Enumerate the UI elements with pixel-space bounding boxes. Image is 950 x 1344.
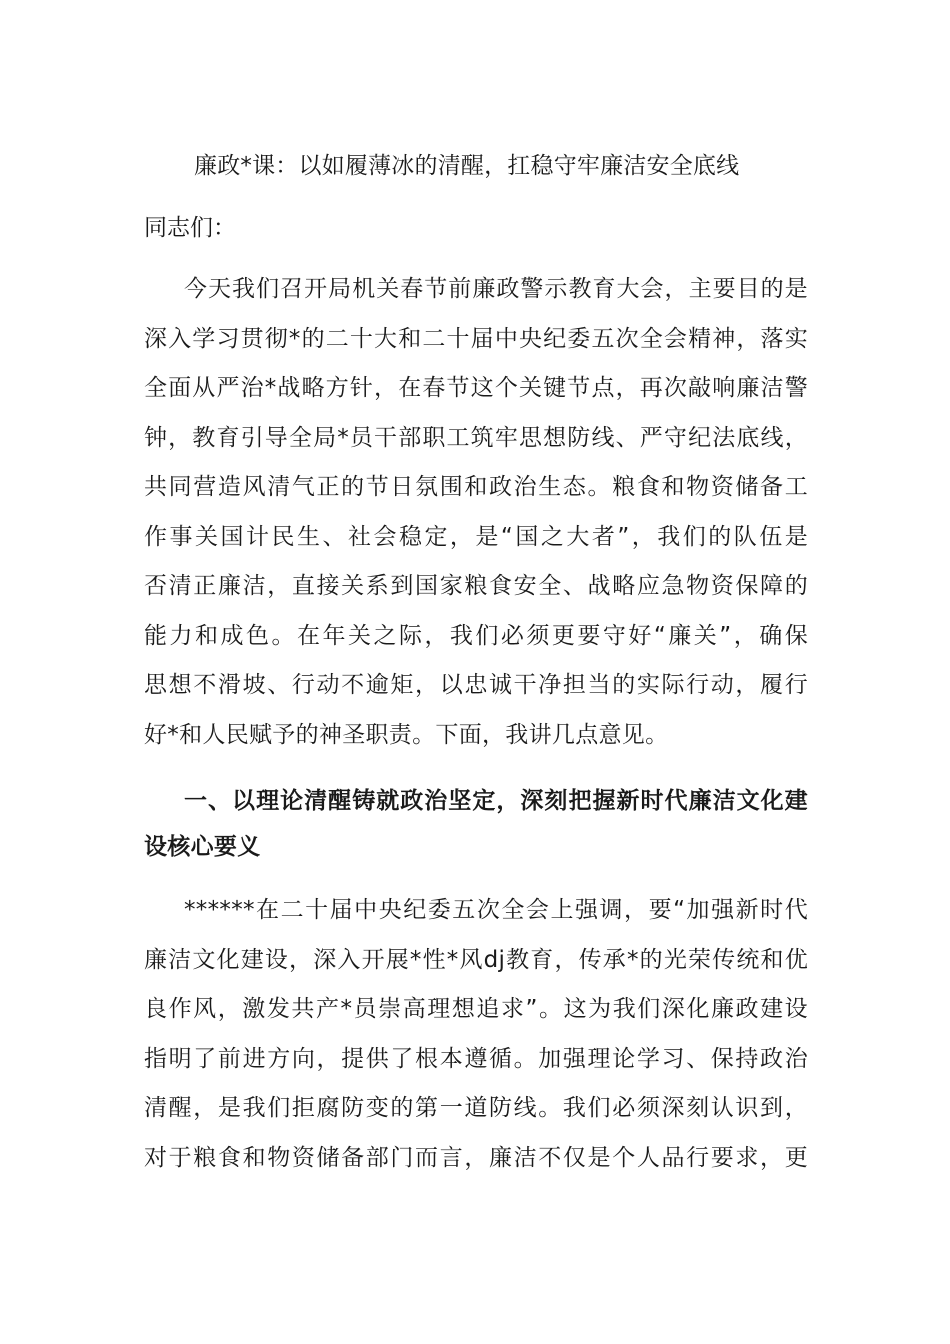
text-line: 深入学习贯彻*的二十大和二十届中央纪委五次全会精神，落实 [144,325,808,352]
heading-line: 设核心要义 [144,834,261,860]
paragraph-section-1 [144,890,808,1187]
text-line: 良作风，激发共产*员崇高理想追求”。这为我们深化廉政建设 [144,996,808,1022]
text-line: 作事关国计民生、社会稳定，是“国之大者”，我们的队伍是 [144,523,808,550]
section-heading-1 [144,781,808,873]
text-line: 否清正廉洁，直接关系到国家粮食安全、战略应急物资保障的 [144,573,808,599]
paragraph-intro [144,269,808,764]
text-line: 指明了前进方向，提供了根本遵循。加强理论学习、保持政治 [144,1045,808,1072]
heading-line: 一、以理论清醒铸就政治坚定，深刻把握新时代廉洁文化建 [184,788,808,814]
text-line: ******在二十届中央纪委五次全会上强调，要“加强新时代 [184,897,808,923]
text-line: 今天我们召开局机关春节前廉政警示教育大会，主要目的是 [184,276,808,302]
text-line: 廉洁文化建设，深入开展*性*风dj教育，传承*的光荣传统和优 [144,946,808,973]
text-line: 钟，教育引导全局*员干部职工筑牢思想防线、严守纪法底线， [144,424,808,451]
text-line: 全面从严治*战略方针，在春节这个关键节点，再次敲响廉洁警 [144,375,808,401]
salutation: 同志们： [144,215,236,241]
text-line: 清醒，是我们拒腐防变的第一道防线。我们必须深刻认识到， [144,1095,808,1121]
text-line: 思想不滑坡、行动不逾矩，以忠诚干净担当的实际行动，履行 [144,672,808,698]
text-line: 好*和人民赋予的神圣职责。下面，我讲几点意见。 [144,721,669,748]
text-line: 共同营造风清气正的节日氛围和政治生态。粮食和物资储备工 [144,474,808,500]
text-line: 能力和成色。在年关之际，我们必须更要守好“廉关”，确保 [144,622,808,649]
text-line: 对于粮食和物资储备部门而言，廉洁不仅是个人品行要求，更 [144,1144,808,1171]
document-title: 廉政*课：以如履薄冰的清醒，扛稳守牢廉洁安全底线 [194,153,740,179]
